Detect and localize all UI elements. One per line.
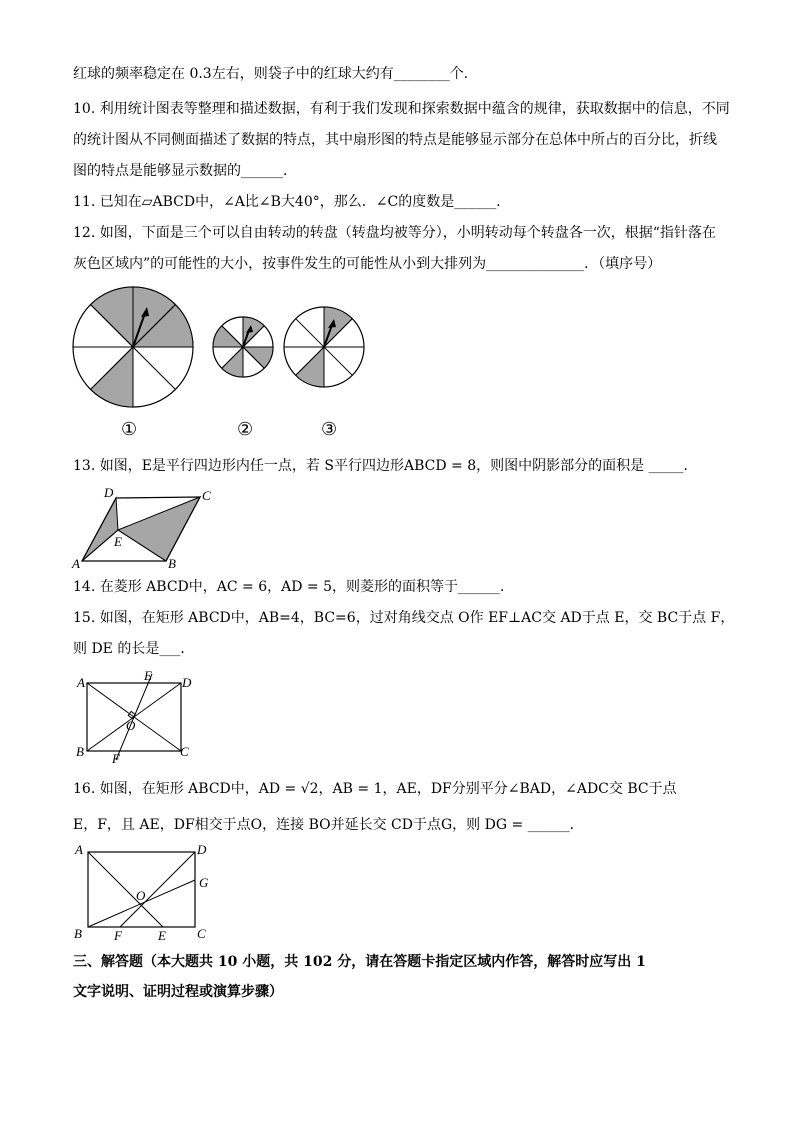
parallelogram-figure <box>70 486 220 571</box>
label-C: C <box>202 488 211 503</box>
label-E: E <box>158 928 166 943</box>
label-D: D <box>104 485 114 500</box>
q16-line2: E，F，且 AE，DF相交于点O，连接 BO并延长交 CD于点G，则 DG = ______． <box>73 817 584 833</box>
q13: 13. 如图，E是平行四边形内任一点，若 S平行四边形ABCD = 8，则图中阴影部分的面积是 _____． <box>73 458 698 474</box>
label-B: B <box>76 744 84 759</box>
spinners-figure <box>70 298 370 443</box>
label-A: A <box>75 842 83 857</box>
q15-line2: 则 DE 的长是___． <box>73 641 195 657</box>
label-O: O <box>136 888 146 903</box>
label-C: C <box>180 744 189 759</box>
q10-line3: 图的特点是能够显示数据的______． <box>73 163 297 179</box>
section-title-line1: 三、解答题（本大题共 10 小题，共 102 分，请在答题卡指定区域内作答，解答时应写出 1 <box>73 954 646 970</box>
rectangle-figure-15 <box>74 668 194 766</box>
q10-line2: 的统计图从不同侧面描述了数据的特点，其中扇形图的特点是能够显示部分在总体中所占的百分比，折线 <box>73 132 717 148</box>
q16-line1: 16. 如图，在矩形 ABCD中，AD = √2，AB = 1，AE，DF分别平分∠BAD，∠ADC交 BC于点 <box>73 781 677 797</box>
q11: 11. 已知在▱ABCD中，∠A比∠B大40°，那么．∠C的度数是______． <box>73 194 511 210</box>
rectangle-figure-16 <box>72 840 222 945</box>
label-O: O <box>126 718 136 733</box>
label-A: A <box>72 556 80 571</box>
label-D: D <box>197 842 207 857</box>
label-E: E <box>114 534 122 549</box>
label-B: B <box>168 556 176 571</box>
spinner-1 <box>73 287 193 407</box>
label-A: A <box>77 675 85 690</box>
spinner-label-1: ① <box>121 419 138 439</box>
label-E: E <box>144 668 152 683</box>
q9-tail: 红球的频率稳定在 0.3左右，则袋子中的红球大约有________个． <box>73 66 478 82</box>
q15-line1: 15. 如图，在矩形 ABCD中，AB=4，BC=6，过对角线交点 O作 EF⊥AC交 AD于点 E，交 BC于点 F， <box>73 610 735 626</box>
label-F: F <box>114 928 122 943</box>
q12-line2: 灰色区域内”的可能性的大小，按事件发生的可能性从小到大排列为______________．（填序号） <box>73 256 662 272</box>
q14: 14. 在菱形 ABCD中，AC = 6，AD = 5，则菱形的面积等于______． <box>73 579 514 595</box>
label-F: F <box>112 751 120 766</box>
spinner-3 <box>284 307 364 387</box>
label-D: D <box>182 675 192 690</box>
spinner-2 <box>213 317 273 377</box>
spinner-label-2: ② <box>237 419 254 439</box>
q12-line1: 12. 如图，下面是三个可以自由转动的转盘（转盘均被等分），小明转动每个转盘各一次，根据“指针落在 <box>73 225 716 241</box>
label-B: B <box>74 926 82 941</box>
q10-line1: 10. 利用统计图表等整理和描述数据，有利于我们发现和探索数据中蕴含的规律，获取数据中的信息，不同 <box>73 101 730 117</box>
label-C: C <box>197 926 206 941</box>
section-title-line2: 文字说明、证明过程或演算步骤） <box>73 984 283 1000</box>
label-G: G <box>199 875 209 890</box>
spinner-label-3: ③ <box>321 419 338 439</box>
